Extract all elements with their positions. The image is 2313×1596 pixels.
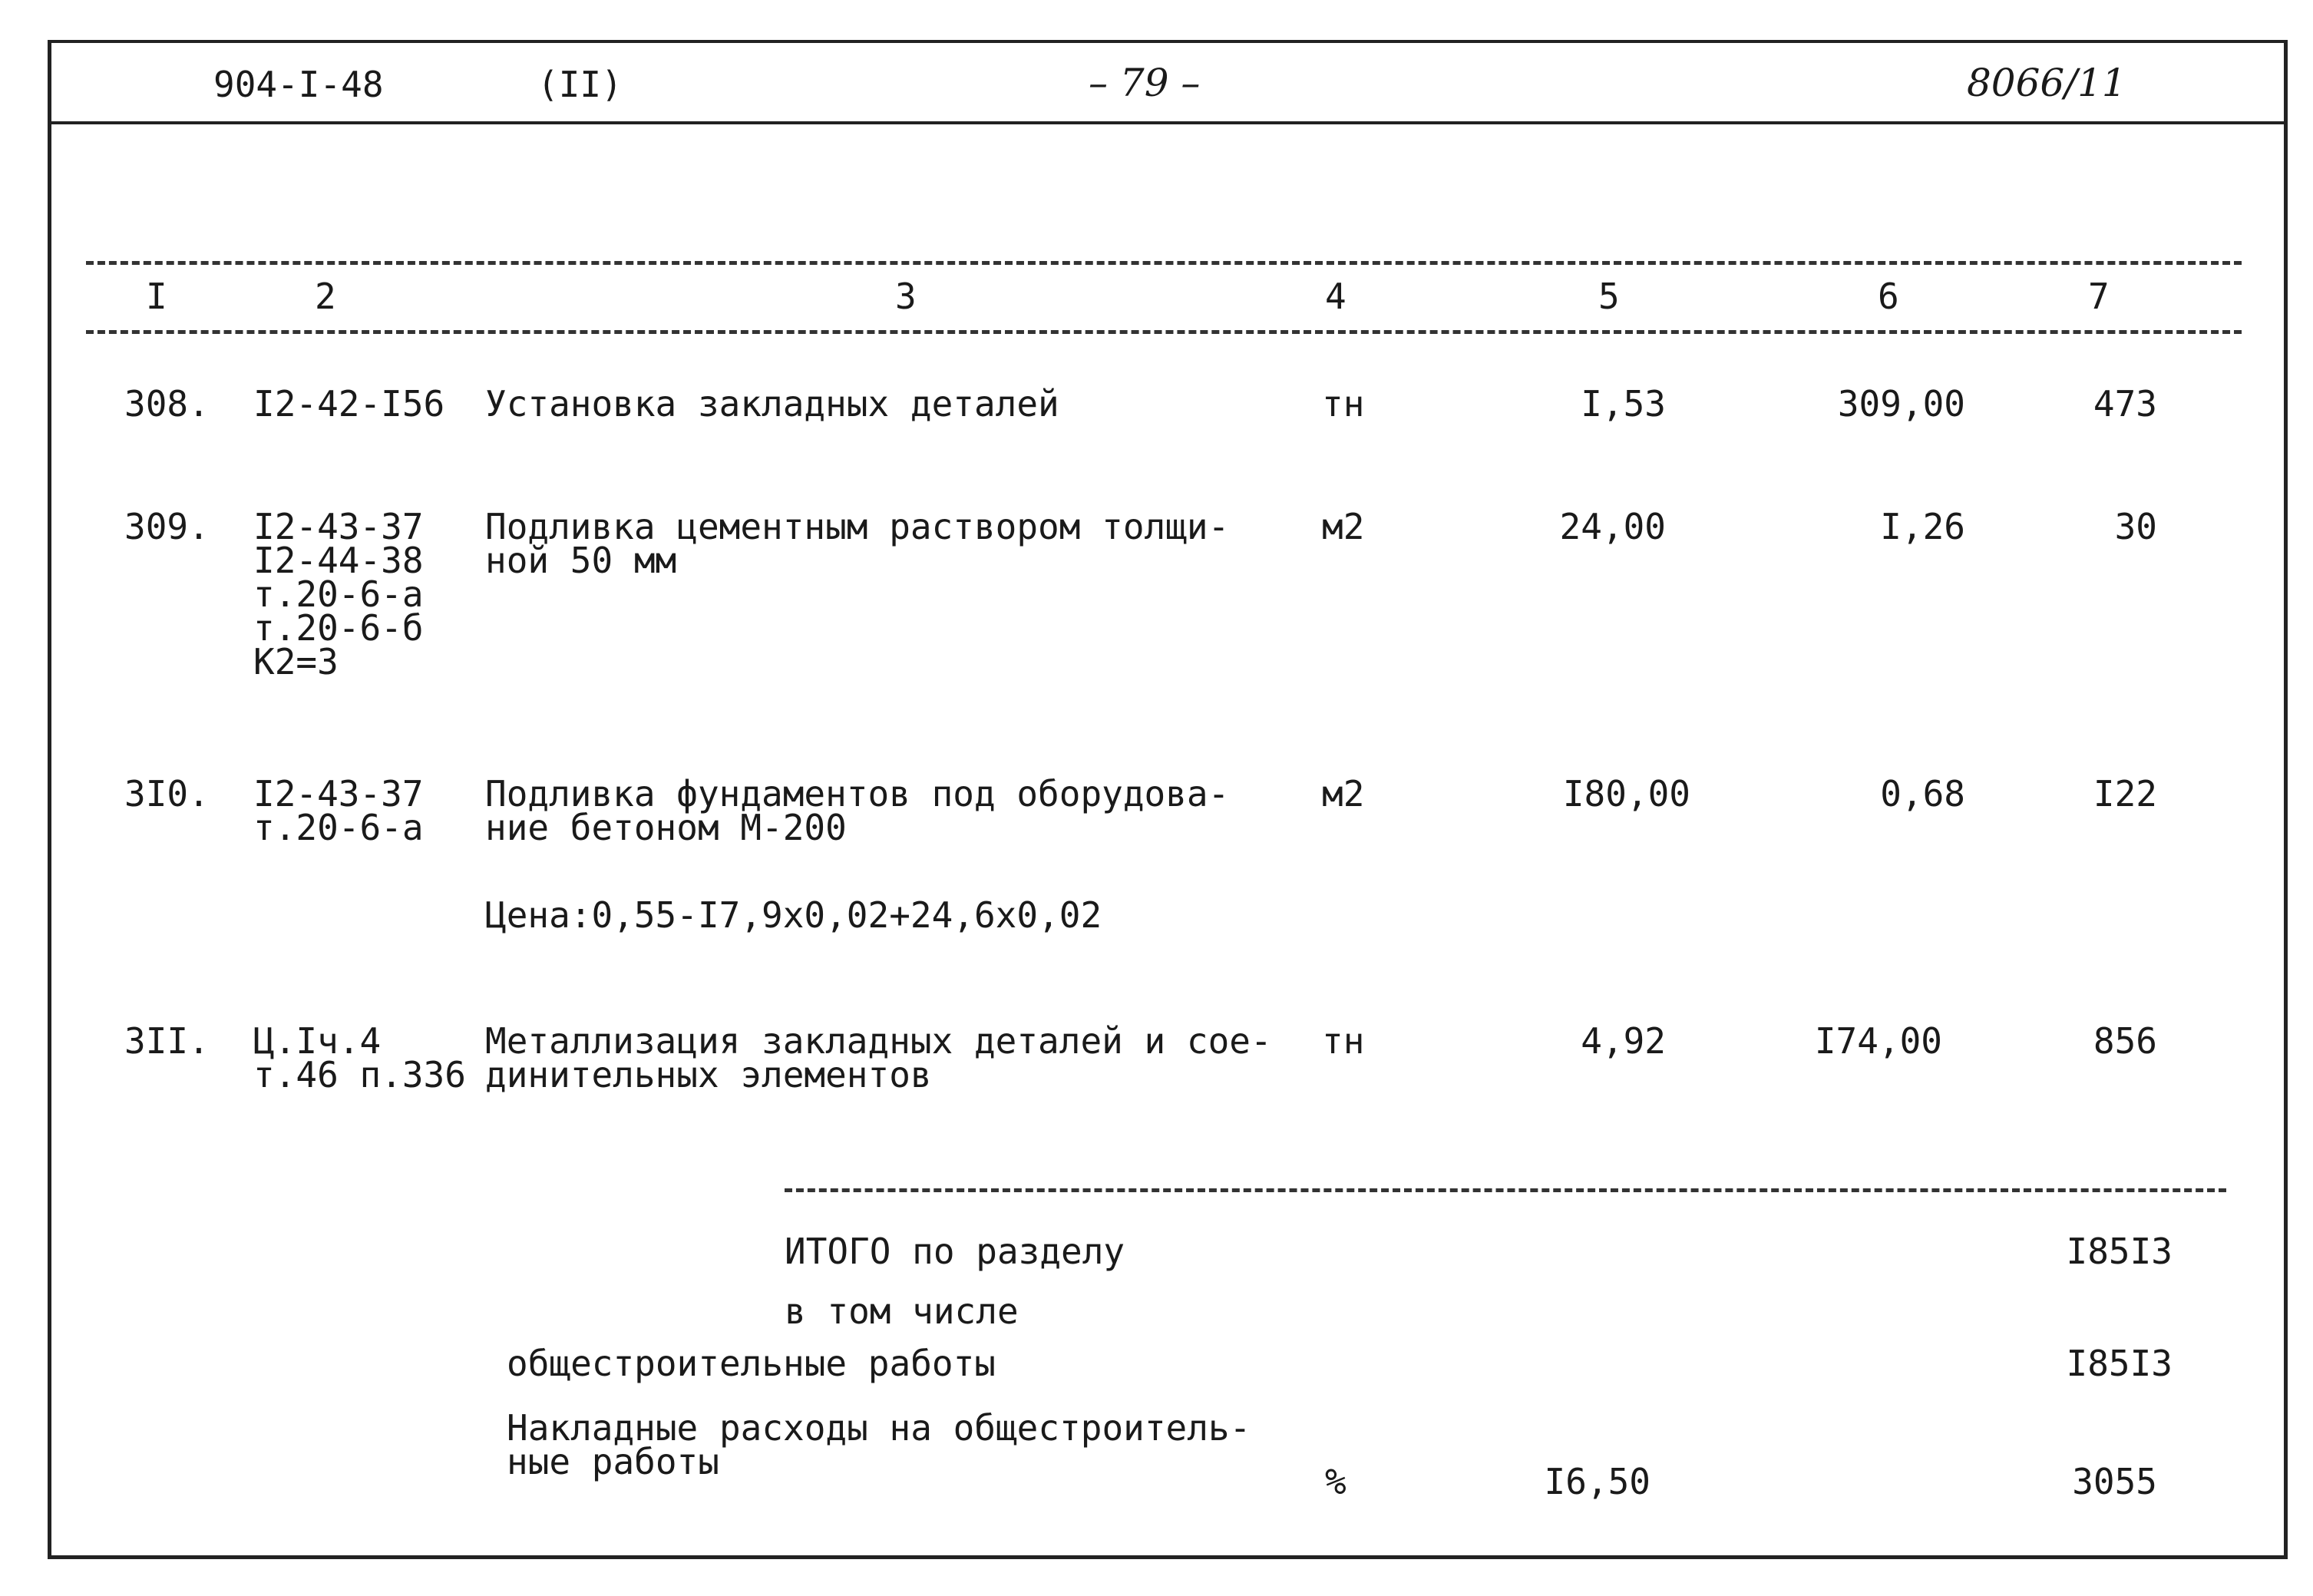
column-number-3: 3 [895, 276, 917, 317]
row-quantity: 24,00 [1559, 506, 1666, 547]
row-code: Ц.Iч.4 т.46 п.336 [253, 1020, 466, 1095]
row-code: I2-43-37 т.20-6-а [253, 773, 424, 848]
row-unit-price: 0,68 [1880, 773, 1965, 815]
row-unit-price: 309,00 [1837, 383, 1965, 425]
column-number-5: 5 [1598, 276, 1620, 317]
doc-code: 904-I-48 [213, 64, 384, 105]
column-number-7: 7 [2088, 276, 2110, 317]
row-quantity: 4,92 [1581, 1020, 1666, 1062]
row-unit: м2 [1322, 773, 1365, 815]
row-description: Подливка фундаментов под оборудова- ние бетоном М-200 [485, 773, 1230, 848]
row-price-note: Цена:0,55-I7,9х0,02+24,6х0,02 [485, 894, 1102, 936]
row-total: 473 [2093, 383, 2157, 425]
row-quantity: I80,00 [1562, 773, 1690, 815]
row-unit: м2 [1322, 506, 1365, 547]
nakladnye-unit: % [1325, 1461, 1346, 1502]
row-number: 3I0. [124, 773, 210, 815]
obshchestroit-label: общестроительные работы [507, 1343, 996, 1384]
row-description: Подливка цементным раствором толщи- ной 50 мм [485, 506, 1230, 581]
v-tom-chisle-label: в том числе [785, 1290, 1019, 1332]
nakladnye-rate: I6,50 [1544, 1461, 1650, 1502]
row-total: 30 [2114, 506, 2157, 547]
row-description: Установка закладных деталей [485, 383, 1059, 425]
row-unit: тн [1322, 383, 1365, 425]
itogo-label: ИТОГО по разделу [785, 1231, 1125, 1272]
sheet-code: 8066/11 [1967, 61, 2126, 105]
row-code: I2-43-37 I2-44-38 т.20-6-а т.20-6-б К2=3 [253, 506, 424, 682]
header-rule [48, 121, 2288, 124]
row-code: I2-42-I56 [253, 383, 445, 425]
nakladnye-label: Накладные расходы на общестроитель- ные работы [507, 1407, 1251, 1482]
column-number-1: I [146, 276, 167, 317]
column-header-top-rule [86, 261, 2242, 265]
column-number-2: 2 [315, 276, 336, 317]
row-quantity: I,53 [1581, 383, 1666, 425]
row-unit-price: I74,00 [1814, 1020, 1942, 1062]
row-total: I22 [2093, 773, 2157, 815]
nakladnye-total: 3055 [2072, 1461, 2157, 1502]
column-number-4: 4 [1325, 276, 1346, 317]
row-unit-price: I,26 [1880, 506, 1965, 547]
row-number: 308. [124, 383, 210, 425]
row-description: Металлизация закладных деталей и сое- динительных элементов [485, 1020, 1272, 1095]
row-unit: тн [1322, 1020, 1365, 1062]
column-number-6: 6 [1878, 276, 1899, 317]
summary-rule [785, 1188, 2226, 1192]
volume-label: (II) [537, 64, 623, 105]
page-number: – 79 – [1089, 61, 1201, 105]
row-number: 309. [124, 506, 210, 547]
row-number: 3II. [124, 1020, 210, 1062]
itogo-total: I85I3 [2066, 1231, 2173, 1272]
obshchestroit-total: I85I3 [2066, 1343, 2173, 1384]
row-total: 856 [2093, 1020, 2157, 1062]
column-header-bottom-rule [86, 330, 2242, 334]
